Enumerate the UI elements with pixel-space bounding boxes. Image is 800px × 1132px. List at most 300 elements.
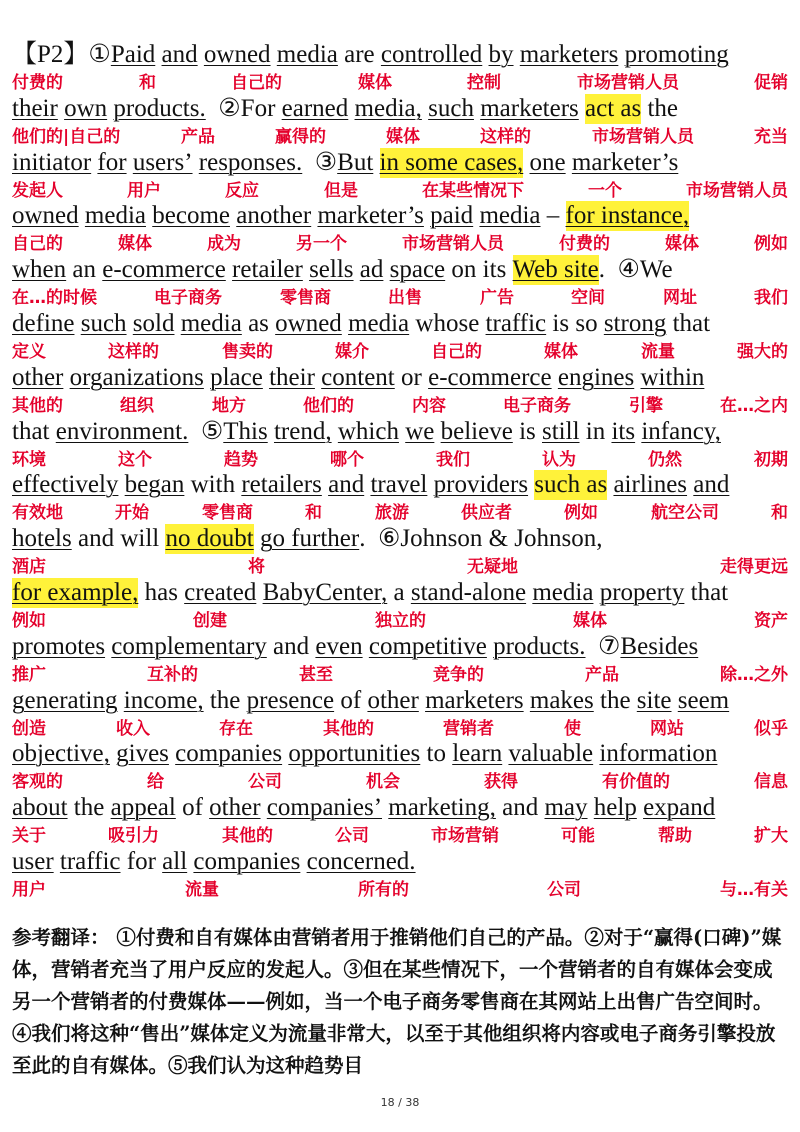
english-word: is bbox=[519, 418, 536, 445]
chinese-gloss: 流量 bbox=[185, 880, 219, 900]
english-word: media bbox=[84, 202, 146, 229]
english-word: a bbox=[393, 579, 405, 606]
chinese-gloss: 除…之外 bbox=[720, 665, 788, 685]
highlighted-phrase: for example, bbox=[12, 579, 139, 606]
english-line bbox=[12, 148, 678, 178]
english-word: trend, bbox=[273, 418, 332, 445]
chinese-gloss: 媒体 bbox=[358, 73, 392, 93]
english-word: providers bbox=[433, 471, 529, 498]
english-word: the bbox=[647, 95, 679, 122]
english-word: sells bbox=[309, 256, 354, 283]
english-word: . ④We bbox=[598, 256, 673, 283]
chinese-gloss: 甚至 bbox=[299, 665, 333, 685]
english-word: environment. bbox=[55, 418, 189, 445]
english-word: retailer bbox=[232, 256, 303, 283]
english-word: ② bbox=[205, 95, 241, 122]
chinese-gloss: 引擎 bbox=[629, 396, 663, 416]
english-word: other bbox=[12, 364, 64, 391]
chinese-gloss: 媒体 bbox=[544, 342, 578, 362]
chinese-gloss: 开始 bbox=[115, 503, 149, 523]
english-word: content bbox=[321, 364, 395, 391]
english-word: all bbox=[162, 848, 188, 875]
english-word: sold bbox=[132, 310, 175, 337]
english-word: ⑦ bbox=[585, 633, 621, 660]
chinese-gloss: 市场营销人员 bbox=[577, 73, 679, 93]
english-word: For bbox=[240, 95, 276, 122]
english-word: on bbox=[451, 256, 477, 283]
english-word: organizations bbox=[69, 364, 204, 391]
highlighted-phrase: Web site bbox=[512, 256, 599, 283]
english-word: Besides bbox=[620, 633, 699, 660]
english-line bbox=[12, 470, 729, 500]
chinese-gloss-line bbox=[0, 825, 800, 847]
chinese-gloss: 市场营销人员 bbox=[686, 181, 788, 201]
chinese-gloss: 例如 bbox=[12, 611, 46, 631]
chinese-gloss: 市场营销 bbox=[431, 826, 499, 846]
chinese-gloss: 供应者 bbox=[461, 503, 512, 523]
chinese-gloss: 互补的 bbox=[147, 665, 198, 685]
chinese-gloss: 酒店 bbox=[12, 557, 46, 577]
english-word: engines bbox=[557, 364, 635, 391]
chinese-gloss: 另一个 bbox=[296, 234, 347, 254]
chinese-gloss: 在…的时候 bbox=[12, 288, 97, 308]
chinese-gloss: 网站 bbox=[650, 719, 684, 739]
english-word: their bbox=[269, 364, 315, 391]
english-word: that bbox=[12, 418, 50, 445]
english-word: define bbox=[12, 310, 75, 337]
english-word: ① bbox=[88, 41, 111, 68]
english-word: their bbox=[12, 95, 58, 122]
chinese-gloss: 自己的 bbox=[12, 234, 63, 254]
chinese-gloss: 媒体 bbox=[118, 234, 152, 254]
english-word: marketing, bbox=[388, 794, 496, 821]
english-word: that bbox=[672, 310, 711, 337]
chinese-gloss: 我们 bbox=[754, 288, 788, 308]
english-word: paid bbox=[430, 202, 474, 229]
english-line bbox=[12, 363, 704, 393]
chinese-gloss: 充当 bbox=[754, 127, 788, 147]
chinese-gloss: 航空公司 bbox=[651, 503, 719, 523]
chinese-gloss: 营销者 bbox=[443, 719, 494, 739]
chinese-gloss: 似乎 bbox=[754, 719, 788, 739]
chinese-gloss-line bbox=[0, 233, 800, 255]
chinese-gloss: 售卖的 bbox=[222, 342, 273, 362]
english-word: travel bbox=[370, 471, 428, 498]
chinese-gloss: 产品 bbox=[585, 665, 619, 685]
english-word: become bbox=[152, 202, 230, 229]
english-word: . ⑥Johnson & Johnson, bbox=[359, 525, 603, 552]
english-word: – bbox=[540, 202, 566, 229]
english-word: as bbox=[248, 310, 269, 337]
english-word: of bbox=[340, 687, 362, 714]
chinese-gloss: 其他的 bbox=[222, 826, 273, 846]
english-line bbox=[12, 255, 673, 285]
translation-label: 参考翻译： bbox=[12, 926, 110, 949]
english-line bbox=[12, 739, 717, 769]
english-word: objective, bbox=[12, 740, 110, 767]
english-word: companies bbox=[175, 740, 283, 767]
english-word: go further bbox=[259, 525, 360, 552]
english-word: makes bbox=[529, 687, 594, 714]
english-word: owned bbox=[203, 41, 271, 68]
english-word: the bbox=[600, 687, 631, 714]
chinese-gloss: 趋势 bbox=[224, 450, 258, 470]
chinese-gloss: 帮助 bbox=[658, 826, 692, 846]
chinese-gloss: 创造 bbox=[12, 719, 46, 739]
chinese-gloss-line bbox=[0, 879, 800, 901]
chinese-gloss: 电子商务 bbox=[154, 288, 222, 308]
english-word: for bbox=[97, 149, 127, 176]
english-word: or bbox=[401, 364, 422, 391]
chinese-gloss: 产品 bbox=[181, 127, 215, 147]
english-word: opportunities bbox=[288, 740, 421, 767]
english-line bbox=[12, 632, 698, 662]
chinese-gloss: 零售商 bbox=[280, 288, 331, 308]
english-word: seem bbox=[677, 687, 730, 714]
english-word: appeal bbox=[110, 794, 176, 821]
chinese-gloss: 存在 bbox=[219, 719, 253, 739]
chinese-gloss: 初期 bbox=[754, 450, 788, 470]
english-word: will bbox=[120, 525, 160, 552]
english-word: marketers bbox=[480, 95, 579, 122]
chinese-gloss: 可能 bbox=[561, 826, 595, 846]
english-word: generating bbox=[12, 687, 118, 714]
chinese-gloss-line bbox=[0, 718, 800, 740]
highlighted-phrase: in some cases, bbox=[379, 149, 524, 176]
english-word: responses. bbox=[198, 149, 303, 176]
english-line bbox=[12, 417, 721, 447]
chinese-gloss: 控制 bbox=[467, 73, 501, 93]
chinese-gloss: 媒体 bbox=[573, 611, 607, 631]
english-word: valuable bbox=[508, 740, 594, 767]
chinese-gloss: 与…有关 bbox=[720, 880, 788, 900]
english-word: by bbox=[488, 41, 514, 68]
chinese-gloss: 公司 bbox=[547, 880, 581, 900]
chinese-gloss: 地方 bbox=[212, 396, 246, 416]
english-word: promotes bbox=[12, 633, 106, 660]
chinese-gloss-line bbox=[0, 395, 800, 417]
chinese-gloss: 自己的 bbox=[431, 342, 482, 362]
english-word: site bbox=[636, 687, 672, 714]
chinese-gloss: 其他的 bbox=[323, 719, 374, 739]
english-word: BabyCenter, bbox=[262, 579, 388, 606]
chinese-gloss: 流量 bbox=[641, 342, 675, 362]
english-word: traffic bbox=[59, 848, 121, 875]
english-word: ③ bbox=[302, 149, 338, 176]
english-word: 【P2】 bbox=[12, 41, 89, 68]
chinese-gloss: 空间 bbox=[571, 288, 605, 308]
chinese-gloss: 网址 bbox=[663, 288, 697, 308]
highlighted-phrase: such as bbox=[534, 471, 608, 498]
chinese-gloss: 竞争的 bbox=[433, 665, 484, 685]
english-word: media bbox=[479, 202, 541, 229]
english-word: gives bbox=[116, 740, 169, 767]
chinese-gloss: 媒介 bbox=[335, 342, 369, 362]
english-word: another bbox=[236, 202, 312, 229]
english-word: such bbox=[80, 310, 127, 337]
chinese-gloss: 电子商务 bbox=[503, 396, 571, 416]
english-word: users’ bbox=[132, 149, 193, 176]
english-word: we bbox=[405, 418, 435, 445]
english-word: Paid bbox=[110, 41, 156, 68]
english-word: companies’ bbox=[266, 794, 383, 821]
chinese-gloss: 例如 bbox=[564, 503, 598, 523]
english-word: ad bbox=[359, 256, 384, 283]
chinese-gloss: 公司 bbox=[248, 772, 282, 792]
chinese-gloss: 用户 bbox=[12, 880, 46, 900]
chinese-gloss: 将 bbox=[248, 557, 265, 577]
chinese-gloss: 无疑地 bbox=[467, 557, 518, 577]
english-word: media bbox=[532, 579, 594, 606]
english-word: in bbox=[585, 418, 606, 445]
chinese-gloss: 获得 bbox=[484, 772, 518, 792]
chinese-gloss: 这个 bbox=[118, 450, 152, 470]
english-word: whose bbox=[415, 310, 480, 337]
chinese-gloss: 一个 bbox=[588, 181, 622, 201]
chinese-gloss: 定义 bbox=[12, 342, 46, 362]
chinese-gloss: 收入 bbox=[116, 719, 150, 739]
chinese-gloss: 其他的 bbox=[12, 396, 63, 416]
english-word: has bbox=[144, 579, 178, 606]
english-word: promoting bbox=[624, 41, 729, 68]
chinese-gloss: 吸引力 bbox=[108, 826, 159, 846]
english-word: space bbox=[389, 256, 446, 283]
highlighted-phrase: for instance, bbox=[565, 202, 690, 229]
english-word: traffic bbox=[485, 310, 547, 337]
english-word: This bbox=[223, 418, 268, 445]
chinese-gloss-line bbox=[0, 126, 800, 148]
chinese-gloss: 扩大 bbox=[754, 826, 788, 846]
chinese-gloss: 认为 bbox=[542, 450, 576, 470]
chinese-gloss: 公司 bbox=[335, 826, 369, 846]
chinese-gloss: 这样的 bbox=[480, 127, 531, 147]
english-word: marketer’s bbox=[317, 202, 424, 229]
chinese-gloss: 和 bbox=[771, 503, 788, 523]
page-number: 18 / 38 bbox=[380, 1096, 420, 1109]
chinese-gloss: 有价值的 bbox=[602, 772, 670, 792]
english-word: within bbox=[640, 364, 705, 391]
chinese-gloss: 和 bbox=[305, 503, 322, 523]
english-word: marketer’s bbox=[571, 149, 679, 176]
chinese-gloss: 成为 bbox=[207, 234, 241, 254]
english-word: media bbox=[276, 41, 338, 68]
english-word: other bbox=[209, 794, 261, 821]
chinese-gloss-line bbox=[0, 72, 800, 94]
english-word: presence bbox=[246, 687, 335, 714]
english-word: strong bbox=[603, 310, 667, 337]
chinese-gloss: 所有的 bbox=[358, 880, 409, 900]
english-word: products. bbox=[493, 633, 586, 660]
highlighted-phrase: no doubt bbox=[165, 525, 254, 552]
english-word: its bbox=[482, 256, 507, 283]
chinese-gloss: 客观的 bbox=[12, 772, 63, 792]
chinese-gloss: 零售商 bbox=[202, 503, 253, 523]
english-word: marketers bbox=[519, 41, 619, 68]
chinese-gloss: 环境 bbox=[12, 450, 46, 470]
english-word: and bbox=[77, 525, 115, 552]
english-word: effectively bbox=[12, 471, 119, 498]
english-word: user bbox=[12, 848, 54, 875]
english-word: such bbox=[428, 95, 474, 122]
english-word: when bbox=[12, 256, 67, 283]
chinese-gloss-line bbox=[0, 287, 800, 309]
chinese-gloss: 自己的 bbox=[231, 73, 282, 93]
english-word: the bbox=[209, 687, 241, 714]
chinese-gloss-line bbox=[0, 771, 800, 793]
chinese-gloss: 走得更远 bbox=[720, 557, 788, 577]
english-word: information bbox=[599, 740, 718, 767]
english-word: owned bbox=[275, 310, 342, 337]
chinese-gloss: 创建 bbox=[193, 611, 227, 631]
chinese-gloss: 独立的 bbox=[375, 611, 426, 631]
english-word: which bbox=[337, 418, 399, 445]
english-word: media bbox=[180, 310, 242, 337]
chinese-gloss: 出售 bbox=[388, 288, 422, 308]
chinese-gloss: 内容 bbox=[412, 396, 446, 416]
english-word: still bbox=[542, 418, 580, 445]
chinese-gloss-line bbox=[0, 341, 800, 363]
english-word: e-commerce bbox=[102, 256, 226, 283]
chinese-gloss: 赢得的 bbox=[275, 127, 326, 147]
chinese-gloss: 我们 bbox=[436, 450, 470, 470]
english-word: airlines bbox=[613, 471, 688, 498]
english-word: is bbox=[552, 310, 570, 337]
english-word: controlled bbox=[380, 41, 483, 68]
chinese-gloss: 机会 bbox=[366, 772, 400, 792]
chinese-gloss: 给 bbox=[147, 772, 164, 792]
english-word: and bbox=[161, 41, 198, 68]
english-word: media, bbox=[354, 95, 422, 122]
chinese-gloss: 使 bbox=[564, 719, 581, 739]
chinese-gloss-line bbox=[0, 664, 800, 686]
english-word: companies bbox=[193, 848, 301, 875]
english-line bbox=[12, 40, 729, 70]
english-word: media bbox=[348, 310, 410, 337]
english-word: place bbox=[210, 364, 263, 391]
english-word: of bbox=[182, 794, 203, 821]
english-word: for bbox=[126, 848, 156, 875]
chinese-gloss-line bbox=[0, 556, 800, 578]
chinese-gloss: 哪个 bbox=[330, 450, 364, 470]
chinese-gloss: 付费的 bbox=[559, 234, 610, 254]
english-word: marketers bbox=[425, 687, 524, 714]
english-word: complementary bbox=[111, 633, 267, 660]
english-word: stand-alone bbox=[410, 579, 527, 606]
chinese-gloss-line bbox=[0, 502, 800, 524]
english-line bbox=[12, 94, 678, 124]
english-word: earned bbox=[281, 95, 349, 122]
chinese-gloss: 媒体 bbox=[665, 234, 699, 254]
chinese-gloss: 市场营销人员 bbox=[402, 234, 504, 254]
english-word: concerned. bbox=[306, 848, 416, 875]
chinese-gloss: 信息 bbox=[754, 772, 788, 792]
english-word: infancy, bbox=[641, 418, 721, 445]
english-word: e-commerce bbox=[428, 364, 552, 391]
chinese-gloss: 用户 bbox=[127, 181, 161, 201]
english-word: own bbox=[64, 95, 108, 122]
chinese-gloss: 付费的 bbox=[12, 73, 63, 93]
english-word: ⑤ bbox=[188, 418, 224, 445]
chinese-gloss: 这样的 bbox=[108, 342, 159, 362]
chinese-gloss: 他们的|自己的 bbox=[12, 127, 121, 147]
english-line bbox=[12, 793, 715, 823]
chinese-gloss: 他们的 bbox=[303, 396, 354, 416]
english-word: owned bbox=[12, 202, 79, 229]
english-word: an bbox=[72, 256, 97, 283]
chinese-gloss: 有效地 bbox=[12, 503, 63, 523]
english-word: began bbox=[124, 471, 185, 498]
english-word: created bbox=[184, 579, 257, 606]
highlighted-phrase: act as bbox=[585, 95, 642, 122]
english-word: believe bbox=[440, 418, 513, 445]
english-word: income, bbox=[123, 687, 204, 714]
english-word: and bbox=[273, 633, 310, 660]
english-word: one bbox=[529, 149, 566, 176]
english-word: are bbox=[344, 41, 375, 68]
english-word: competitive bbox=[368, 633, 487, 660]
reference-translation bbox=[12, 922, 788, 1082]
english-word: even bbox=[315, 633, 363, 660]
chinese-gloss: 发起人 bbox=[12, 181, 63, 201]
english-word: expand bbox=[643, 794, 716, 821]
english-word: retailers bbox=[241, 471, 322, 498]
english-word: that bbox=[690, 579, 729, 606]
chinese-gloss: 资产 bbox=[754, 611, 788, 631]
english-word: hotels bbox=[12, 525, 72, 552]
chinese-gloss-line bbox=[0, 610, 800, 632]
chinese-gloss: 仍然 bbox=[648, 450, 682, 470]
chinese-gloss: 广告 bbox=[480, 288, 514, 308]
translation-text: ①付费和自有媒体由营销者用于推销他们自己的产品。②对于“赢得(口碑)”媒体，营销者充当了用户反应的发起人。③但在某些情况下，一个营销者的自有媒体会变成另一个营销者的付费媒体——例如，当一个电子商务零售商在其网站上出售广告空间时。④我们将这种“售出”媒体定义为流量非常大，以至于其他组织将内容或电子商务引擎投放至此的自有媒体。⑤我们认为这种趋势目 bbox=[12, 926, 782, 1077]
chinese-gloss: 关于 bbox=[12, 826, 46, 846]
english-word: other bbox=[367, 687, 419, 714]
english-word: may bbox=[544, 794, 588, 821]
english-line bbox=[12, 578, 728, 608]
english-word: so bbox=[575, 310, 598, 337]
english-word: with bbox=[190, 471, 236, 498]
english-word: and bbox=[328, 471, 365, 498]
chinese-gloss: 例如 bbox=[754, 234, 788, 254]
english-word: its bbox=[611, 418, 636, 445]
english-word: But bbox=[337, 149, 374, 176]
chinese-gloss-line bbox=[0, 449, 800, 471]
chinese-gloss: 旅游 bbox=[375, 503, 409, 523]
english-word: initiator bbox=[12, 149, 92, 176]
chinese-gloss: 促销 bbox=[754, 73, 788, 93]
chinese-gloss: 在…之内 bbox=[720, 396, 788, 416]
chinese-gloss: 市场营销人员 bbox=[592, 127, 694, 147]
english-line bbox=[12, 686, 729, 716]
english-word: the bbox=[73, 794, 105, 821]
chinese-gloss: 推广 bbox=[12, 665, 46, 685]
chinese-gloss: 组织 bbox=[120, 396, 154, 416]
chinese-gloss: 但是 bbox=[324, 181, 358, 201]
chinese-gloss: 强大的 bbox=[737, 342, 788, 362]
english-line bbox=[12, 201, 689, 231]
chinese-gloss: 反应 bbox=[225, 181, 259, 201]
english-word: help bbox=[593, 794, 637, 821]
english-line bbox=[12, 847, 416, 877]
english-word: about bbox=[12, 794, 68, 821]
english-word: and bbox=[693, 471, 730, 498]
english-word: property bbox=[599, 579, 685, 606]
english-word: products. bbox=[113, 95, 206, 122]
english-word: learn bbox=[452, 740, 503, 767]
english-word: and bbox=[502, 794, 539, 821]
chinese-gloss: 媒体 bbox=[386, 127, 420, 147]
chinese-gloss: 和 bbox=[139, 73, 156, 93]
chinese-gloss-line bbox=[0, 180, 800, 202]
